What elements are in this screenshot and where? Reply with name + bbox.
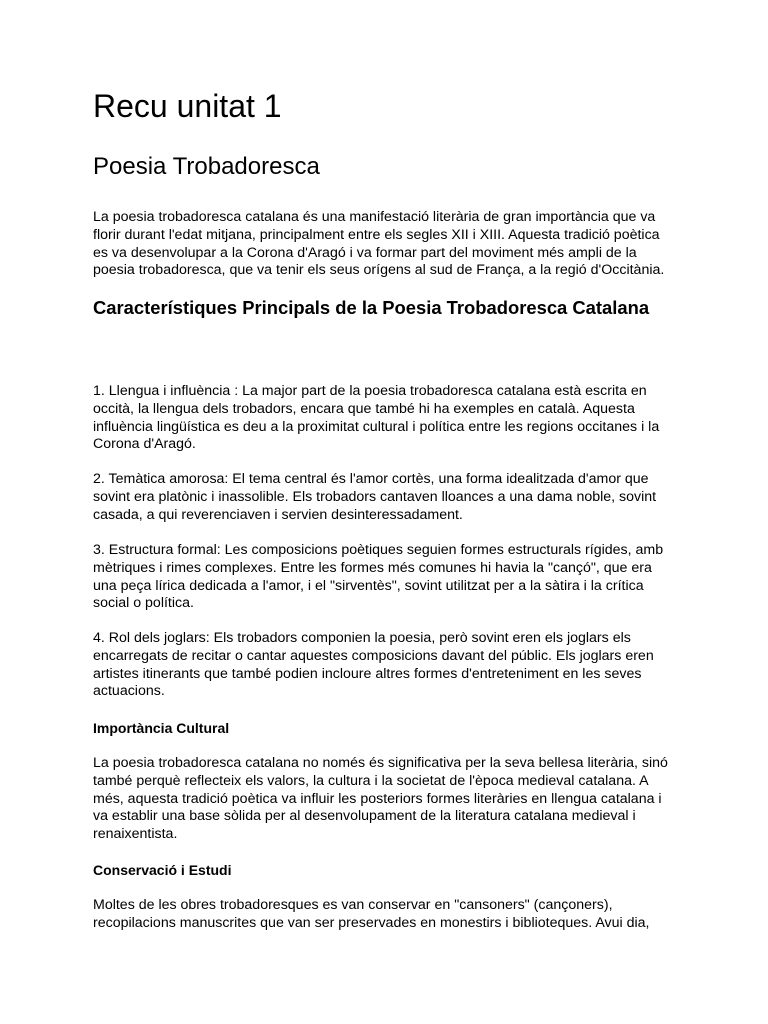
importance-heading: Importància Cultural: [93, 720, 230, 736]
conservation-heading: Conservació i Estudi: [93, 862, 232, 878]
section-heading: Característiques Principals de la Poesia Trobadoresca Catalana: [93, 297, 650, 318]
conservation-paragraph: Moltes de les obres trobadoresques es van conservar en "cansoners" (cançoners), recopilacions manuscrites que van ser preservades en monestirs i biblioteques. Avui dia,: [93, 897, 650, 931]
list-item: 3. Estructura formal: Les composicions poètiques seguien formes estructurals rígides, amb mètriques i rimes complexes. Entre les formes més comunes hi havia la "cançó", que era una peça lírica dedicada a l'amor, i el "sirventès", sovint utilitzat per a la sàtira i la crítica social o política.: [93, 542, 664, 612]
document-subtitle: Poesia Trobadoresca: [93, 153, 320, 180]
list-item: 2. Temàtica amorosa: El tema central és l'amor cortès, una forma idealitzada d'amor que sovint era platònic i inassolible. Els trobadors cantaven lloances a una dama noble, sovint casada, a qui reverenciaven i servien desinteressadament.: [93, 471, 657, 523]
list-item: 1. Llengua i influència : La major part de la poesia trobadoresca catalana està escrita en occità, la llengua dels trobadors, encara que també hi ha exemples en català. Aquesta influència lingüística es deu a la proximitat cultural i política entre les regions occitanes i la Corona d'Aragó.: [93, 383, 660, 453]
importance-paragraph: La poesia trobadoresca catalana no només és significativa per la seva bellesa literària, sinó també perquè reflecteix els valors, la cultura i la societat de l'època medieval catalana. A més, aquesta tradició poètica va influir les posteriors formes literàries en llengua catalana i va establir una base sòlida per al desenvolupament de la literatura catalana medieval i renaixentista.: [93, 755, 668, 843]
intro-paragraph: La poesia trobadoresca catalana és una manifestació literària de gran importància que va florir durant l'edat mitjana, principalment entre els segles XII i XIII. Aquesta tradició poètica es va desenvolupar a la Corona d'Aragó i va formar part del moviment més ampli de la poesia trobadoresca, que va tenir els seus orígens al sud de França, a la regió d'Occitània.: [93, 209, 665, 279]
document-title: Recu unitat 1: [93, 88, 282, 124]
list-item: 4. Rol dels joglars: Els trobadors componien la poesia, però sovint eren els joglars els encarregats de recitar o cantar aquestes composicions davant del públic. Els joglars eren artistes itinerants que també podien incloure altres formes d'entreteniment en les seves actuacions.: [93, 630, 654, 700]
